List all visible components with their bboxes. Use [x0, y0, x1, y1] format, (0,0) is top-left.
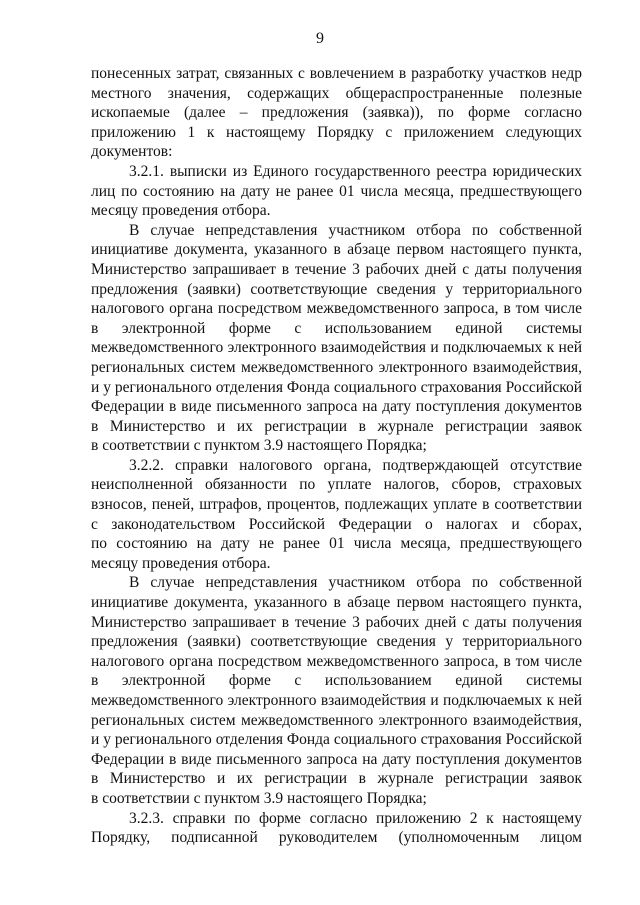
paragraph-line: межведомственного электронного взаимодействия и подключаемых к ней: [91, 339, 582, 357]
paragraph-line: предложения (заявки) соответствующие сведения у территориального: [91, 280, 582, 298]
paragraph-line: взносов, пеней, штрафов, процентов, подлежащих уплате в соответствии: [91, 496, 582, 514]
paragraph-line: и у регионального отделения Фонда социального страхования Российской: [91, 378, 582, 396]
paragraph-line: приложению 1 к настоящему Порядку с приложением следующих: [91, 123, 582, 141]
paragraph-line: Федерации в виде письменного запроса на дату поступления документов: [91, 750, 582, 768]
paragraph: [91, 573, 582, 808]
paragraph-line: 3.2.1. выписки из Единого государственного реестра юридических: [129, 162, 582, 180]
paragraph-line: налогового органа посредством межведомственного запроса, в том числе: [91, 652, 582, 670]
paragraph-line: инициативе документа, указанного в абзаце первом настоящего пункта,: [91, 241, 582, 259]
paragraph-line: 3.2.3. справки по форме согласно приложению 2 к настоящему: [129, 809, 582, 827]
paragraph: [91, 809, 582, 848]
paragraph: [91, 456, 582, 574]
paragraph-line: документов:: [91, 143, 173, 161]
paragraph-line: в электронной форме с использованием единой системы: [91, 672, 582, 690]
paragraph-line: межведомственного электронного взаимодействия и подключаемых к ней: [91, 692, 582, 709]
paragraph: [91, 64, 582, 162]
paragraph-line: В случае непредставления участником отбора по собственной: [129, 221, 582, 239]
paragraph-line: региональных систем межведомственного электронного взаимодействия,: [91, 358, 582, 376]
paragraph-line: по состоянию на дату не ранее 01 числа месяца, предшествующего: [91, 535, 582, 553]
paragraph-line: в Министерство и их регистрации в журнале регистрации заявок: [91, 417, 582, 435]
paragraph-line: Министерство запрашивает в течение 3 рабочих дней с даты получения: [91, 260, 582, 278]
paragraph-line: В случае непредставления участником отбора по собственной: [129, 574, 582, 592]
paragraph-line: и у регионального отделения Фонда социального страхования Российской: [91, 731, 582, 749]
page-number: 9: [316, 30, 324, 47]
document-body: [91, 64, 582, 848]
paragraph: [91, 221, 582, 456]
paragraph-line: предложения (заявки) соответствующие сведения у территориального: [91, 633, 582, 651]
paragraph-line: налогового органа посредством межведомственного запроса, в том числе: [91, 300, 582, 318]
paragraph-line: в электронной форме с использованием единой системы: [91, 319, 582, 337]
paragraph-line: в Министерство и их регистрации в журнале регистрации заявок: [91, 770, 582, 788]
paragraph-line: месяцу проведения отбора.: [91, 202, 271, 220]
paragraph-line: с законодательством Российской Федерации о налогах и сборах,: [91, 515, 582, 533]
paragraph-line: ископаемые (далее – предложения (заявка)), по форме согласно: [91, 104, 582, 122]
paragraph-line: месяцу проведения отбора.: [91, 554, 271, 572]
paragraph-line: Федерации в виде письменного запроса на дату поступления документов: [91, 398, 582, 416]
paragraph-line: 3.2.2. справки налогового органа, подтверждающей отсутствие: [129, 456, 582, 474]
paragraph: [91, 162, 582, 221]
paragraph-line: Порядку, подписанной руководителем (уполномоченным лицом: [91, 829, 582, 847]
paragraph-line: неисполненной обязанности по уплате налогов, сборов, страховых: [91, 476, 582, 494]
paragraph-line: в соответствии с пунктом 3.9 настоящего Порядка;: [91, 789, 427, 807]
paragraph-line: инициативе документа, указанного в абзаце первом настоящего пункта,: [91, 594, 582, 612]
paragraph-line: региональных систем межведомственного электронного взаимодействия,: [91, 711, 582, 729]
paragraph-line: понесенных затрат, связанных с вовлечением в разработку участков недр: [91, 65, 582, 82]
paragraph-line: лиц по состоянию на дату не ранее 01 числа месяца, предшествующего: [91, 182, 582, 200]
paragraph-line: в соответствии с пунктом 3.9 настоящего Порядка;: [91, 437, 427, 455]
paragraph-line: местного значения, содержащих общераспространенные полезные: [91, 84, 582, 102]
paragraph-line: Министерство запрашивает в течение 3 рабочих дней с даты получения: [91, 613, 582, 631]
